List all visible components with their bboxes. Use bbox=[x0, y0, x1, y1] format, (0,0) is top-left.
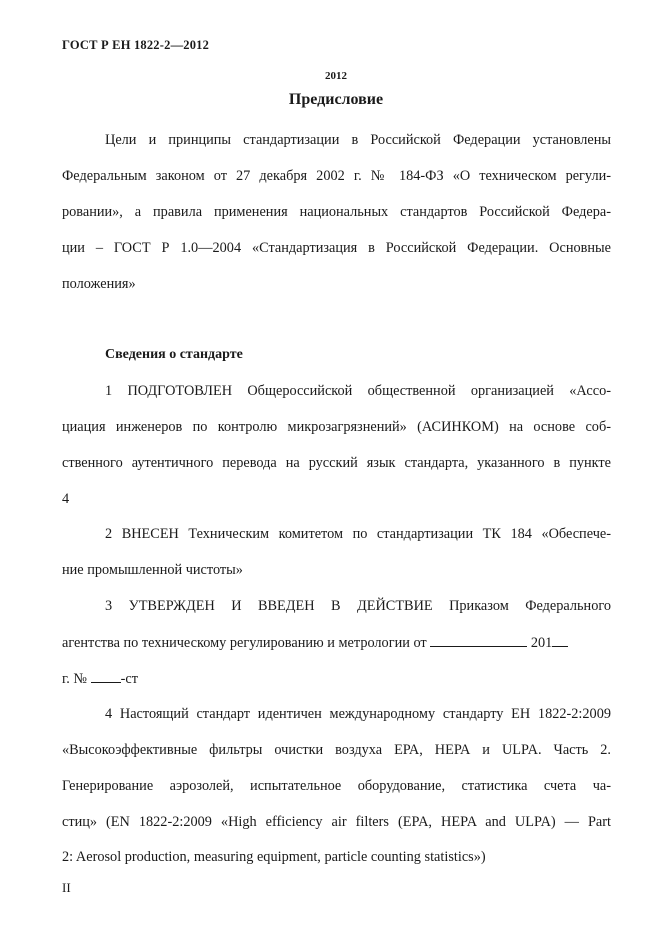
intro-line: ровании», а правила применения национальных стандартов Российской Федера- bbox=[62, 204, 611, 220]
item3-line bbox=[62, 668, 611, 689]
intro-line: ции – ГОСТ Р 1.0—2004 «Стандартизация в Российской Федерации. Основные bbox=[62, 240, 611, 256]
item4-line: стиц» (EN 1822-2:2009 «High efficiency air filters (EPA, HEPA and ULPA) — Part bbox=[62, 814, 611, 830]
item4-line: 4 Настоящий стандарт идентичен международному стандарту ЕН 1822-2:2009 bbox=[105, 706, 611, 722]
item1-line: циация инженеров по контролю микрозагрязнений» (АСИНКОМ) на основе соб- bbox=[62, 419, 611, 435]
item3-line3-prefix: г. № bbox=[62, 671, 88, 687]
item3-line3-suffix: -ст bbox=[120, 671, 138, 687]
section-heading: Сведения о стандарте bbox=[105, 347, 243, 362]
intro-line: Федеральным законом от 27 декабря 2002 г. № 184-ФЗ «О техническом регули- bbox=[62, 168, 611, 184]
item2-line: ние промышленной чистоты» bbox=[62, 562, 243, 578]
item3-line: 3 УТВЕРЖДЕН И ВВЕДЕН В ДЕЙСТВИЕ Приказом Федерального bbox=[105, 598, 611, 614]
item4-line: Генерирование аэрозолей, испытательное оборудование, статистика счета ча- bbox=[62, 778, 611, 794]
item3-line2-year: 201 bbox=[530, 635, 553, 651]
item3-line bbox=[62, 632, 611, 653]
intro-line: Цели и принципы стандартизации в Российской Федерации установлены bbox=[105, 132, 611, 148]
item1-line: 4 bbox=[62, 491, 70, 507]
page-title: Предисловие bbox=[288, 91, 384, 108]
item1-line: ственного аутентичного перевода на русский язык стандарта, указанного в пункте bbox=[62, 455, 611, 471]
document-year: 2012 bbox=[325, 70, 347, 82]
document-header-id: ГОСТ Р ЕН 1822-2—2012 bbox=[62, 38, 210, 52]
intro-line: положения» bbox=[62, 276, 136, 292]
date-blank bbox=[430, 632, 527, 647]
item2-line: 2 ВНЕСЕН Техническим комитетом по стандартизации ТК 184 «Обеспече- bbox=[105, 526, 611, 542]
item4-line: 2: Aerosol production, measuring equipment, particle counting statistics») bbox=[62, 849, 486, 865]
item3-line2-text: агентства по техническому регулированию и метрологии от bbox=[62, 635, 427, 651]
item4-line: «Высокоэффективные фильтры очистки воздуха ЕРА, НЕРА и ULPA. Часть 2. bbox=[62, 742, 611, 758]
year-blank bbox=[552, 632, 568, 647]
item1-line: 1 ПОДГОТОВЛЕН Общероссийской общественной организацией «Ассо- bbox=[105, 383, 611, 399]
page-number: II bbox=[62, 880, 71, 895]
number-blank bbox=[91, 668, 121, 683]
